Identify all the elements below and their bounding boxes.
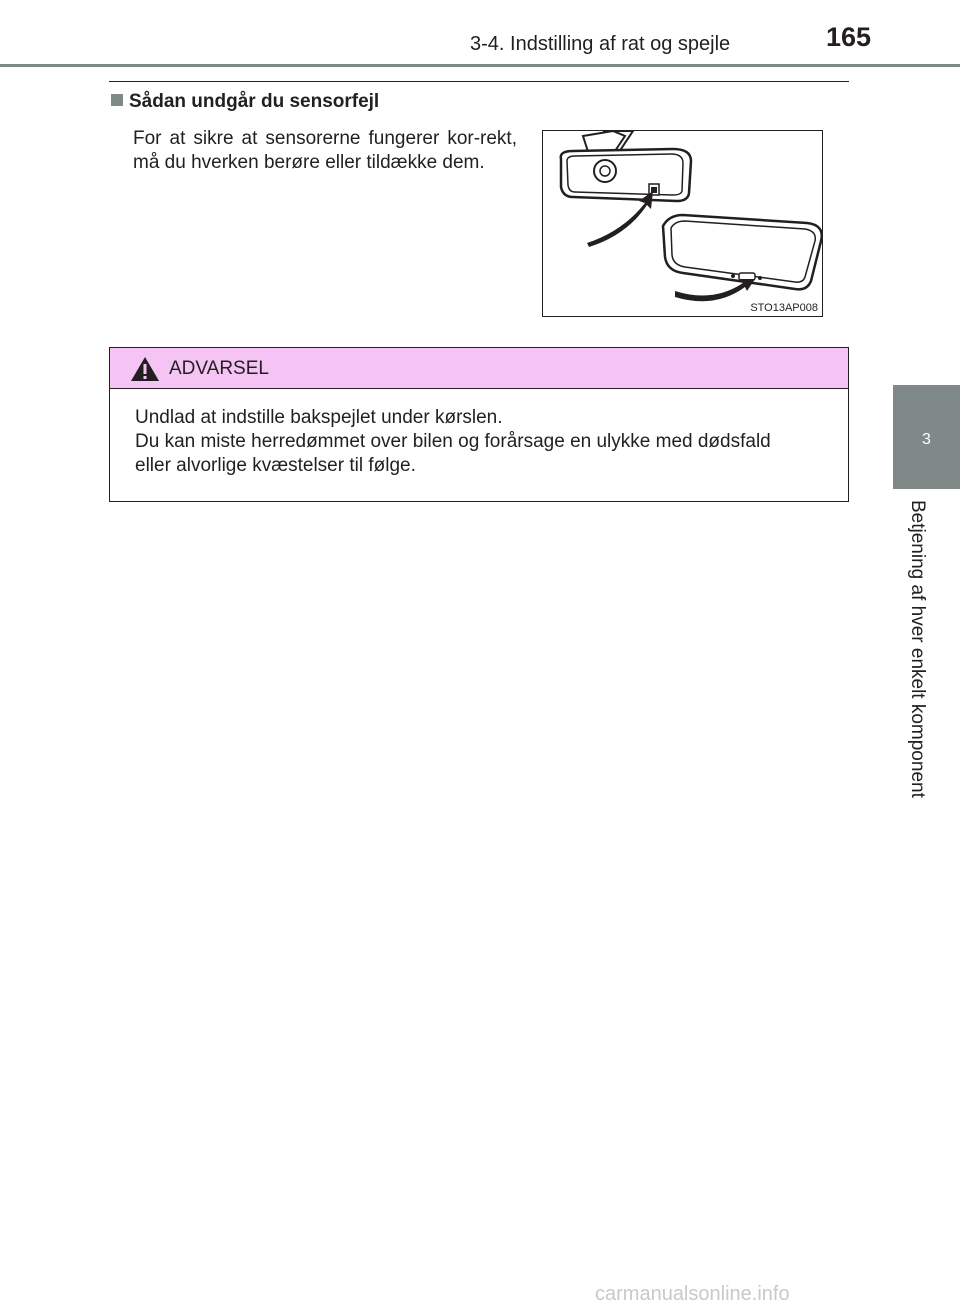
- warning-triangle-icon: [130, 356, 160, 382]
- square-bullet-icon: [111, 94, 123, 106]
- rearview-mirror-figure: [542, 130, 823, 317]
- header-section-title: 3-4. Indstilling af rat og spejle: [470, 33, 731, 55]
- page-number: 165: [826, 22, 872, 52]
- section-heading: [111, 91, 379, 113]
- warning-title: ADVARSEL: [169, 358, 269, 379]
- warning-box: [109, 347, 849, 502]
- watermark: carmanualsonline.info: [595, 1283, 790, 1305]
- chapter-title: Betjening af hver enkelt komponent: [907, 500, 928, 798]
- chapter-number: 3: [922, 431, 931, 448]
- chapter-title-vertical: [897, 500, 937, 830]
- warning-line: Undlad at indstille bakspejlet under kørslen.: [135, 407, 503, 428]
- rearview-mirror-sensor-icon: [543, 131, 822, 316]
- content-rule: [109, 81, 849, 82]
- figure-code: STO13AP008: [750, 302, 818, 314]
- warning-line: Du kan miste herredømmet over bilen og forårsage en ulykke med dødsfald: [135, 431, 771, 452]
- header-rule: [0, 64, 960, 67]
- section-body: For at sikre at sensorerne fungerer kor-rekt, må du hverken berøre eller tildække dem.: [133, 128, 517, 173]
- chapter-tab: [893, 385, 960, 489]
- warning-header: [110, 348, 848, 389]
- warning-line: eller alvorlige kvæstelser til følge.: [135, 455, 416, 476]
- section-heading-text: Sådan undgår du sensorfejl: [129, 91, 380, 112]
- warning-body: [135, 406, 845, 478]
